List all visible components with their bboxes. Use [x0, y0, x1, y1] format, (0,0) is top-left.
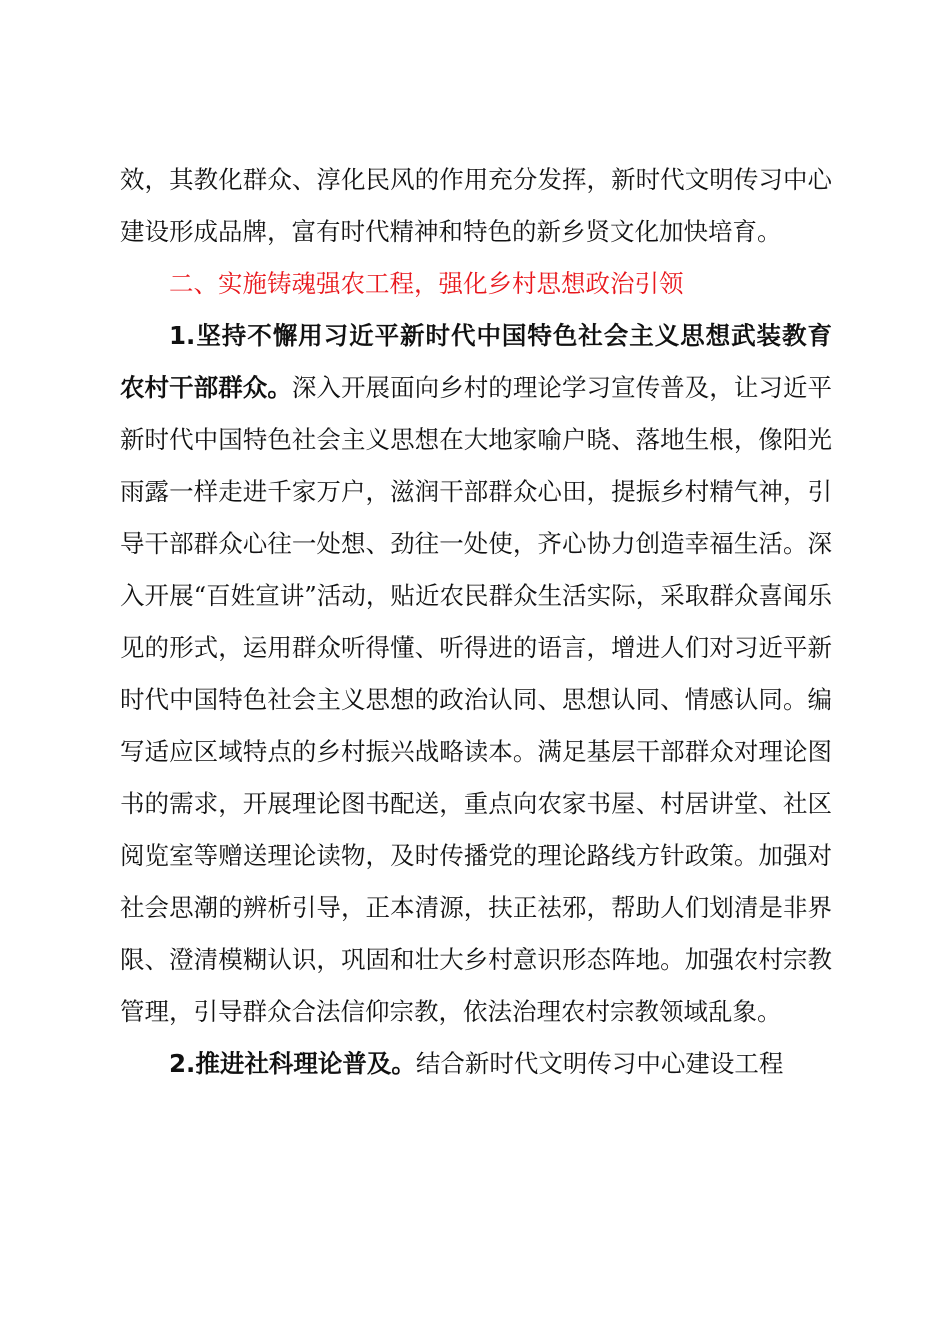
document-body: [120, 154, 832, 1090]
item-1-paragraph: [120, 310, 832, 1038]
item-1-body: 深入开展面向乡村的理论学习宣传普及，让习近平新时代中国特色社会主义思想在大地家喻户晓、落地生根，像阳光雨露一样走进千家万户，滋润干部群众心田，提振乡村精气神，引导干部群众心往一处想、劲往一处使，齐心协力创造幸福生活。深入开展“百姓宣讲”活动，贴近农民群众生活实际，采取群众喜闻乐见的形式，运用群众听得懂、听得进的语言，增进人们对习近平新时代中国特色社会主义思想的政治认同、思想认同、情感认同。编写适应区域特点的乡村振兴战略读本。满足基层干部群众对理论图书的需求，开展理论图书配送，重点向农家书屋、村居讲堂、社区阅览室等赠送理论读物，及时传播党的理论路线方针政策。加强对社会思潮的辨析引导，正本清源，扶正祛邪，帮助人们划清是非界限、澄清模糊认识，巩固和壮大乡村意识形态阵地。加强农村宗教管理，引导群众合法信仰宗教，依法治理农村宗教领域乱象。: [120, 373, 832, 1026]
section-heading: 二、实施铸魂强农工程，强化乡村思想政治引领: [169, 269, 684, 298]
item-2-paragraph: [120, 1038, 832, 1090]
item-1-lead: 1.坚持不懈用习近平新时代中国特色社会主义思想武装教育农村干部群众。: [120, 321, 832, 402]
item-2-lead: 2.推进社科理论普及。: [169, 1049, 416, 1078]
item-2-body: 结合新时代文明传习中心建设工程: [415, 1049, 784, 1078]
continuation-paragraph: 效，其教化群众、淳化民风的作用充分发挥，新时代文明传习中心建设形成品牌，富有时代精神和特色的新乡贤文化加快培育。: [120, 165, 832, 246]
